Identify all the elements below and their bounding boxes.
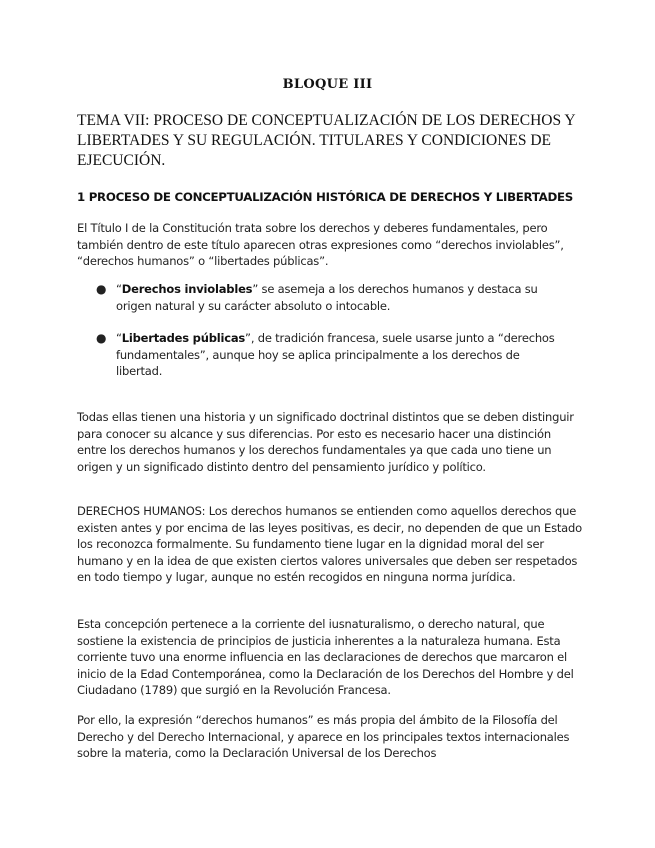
- paragraph-iusnaturalismo: Esta concepción pertenece a la corriente del iusnaturalismo, o derecho natural, que sostiene la existencia de principios de justicia inherentes a la naturaleza humana. Esta corriente tuvo una enorme influencia en las declaraciones de derechos que marcaron el inicio de la Edad Contemporánea, como la Declaración de los Derechos del Hombre y del Ciudadano (1789) que surgió en la Revolución Francesa.: [77, 617, 574, 697]
- bullet-dot-icon: ●: [96, 331, 107, 345]
- bullet-text: “Libertades públicas”, de tradición francesa, suele usarse junto a “derechos fundamentales”, aunque hoy se aplica principalmente a los derechos de libertad.: [116, 331, 555, 378]
- paragraph-derechos-humanos: DERECHOS HUMANOS: Los derechos humanos se entienden como aquellos derechos que existen antes y por encima de las leyes positivas, es decir, no dependen de que un Estado los reconozca formalmente. Su fundamento tiene lugar en la dignidad moral del ser humano y en la idea de que existen ciertos valores universales que deben ser respetados en todo tiempo y lugar, aunque no estén recogidos en ninguna norma jurídica.: [77, 504, 582, 584]
- paragraph-expresion: Por ello, la expresión “derechos humanos” es más propia del ámbito de la Filosofía del Derecho y del Derecho Internacional, y aparece en los principales textos internacionales sobre la materia, como la Declaración Universal de los Derechos: [77, 713, 570, 760]
- intro-paragraph: El Título I de la Constitución trata sobre los derechos y deberes fundamentales, pero también dentro de este título aparecen otras expresiones como “derechos inviolables”, “derechos humanos” o “libertades públicas”.: [77, 221, 564, 268]
- paragraph-1: Todas ellas tienen una historia y un significado doctrinal distintos que se deben distinguir para conocer su alcance y sus diferencias. Por esto es necesario hacer una distinción entre los derechos humanos y los derechos fundamentales ya que cada uno tiene un origen y un significado distinto dentro del pensamiento jurídico y político.: [77, 410, 574, 474]
- bullet-dot-icon: ●: [96, 282, 107, 296]
- bullet-text: “Derechos inviolables” se asemeja a los derechos humanos y destaca su origen natural y su carácter absoluto o intocable.: [116, 282, 538, 313]
- block-title: BLOQUE III: [282, 77, 373, 92]
- bullet-term: Derechos inviolables: [121, 282, 253, 296]
- bullet-term: Libertades públicas: [121, 331, 246, 345]
- section-heading: 1 PROCESO DE CONCEPTUALIZACIÓN HISTÓRICA DE DERECHOS Y LIBERTADES: [77, 190, 573, 204]
- topic-title: TEMA VII: PROCESO DE CONCEPTUALIZACIÓN DE LOS DERECHOS Y LIBERTADES Y SU REGULACIÓN. TITULARES Y CONDICIONES DE EJECUCIÓN.: [77, 112, 576, 169]
